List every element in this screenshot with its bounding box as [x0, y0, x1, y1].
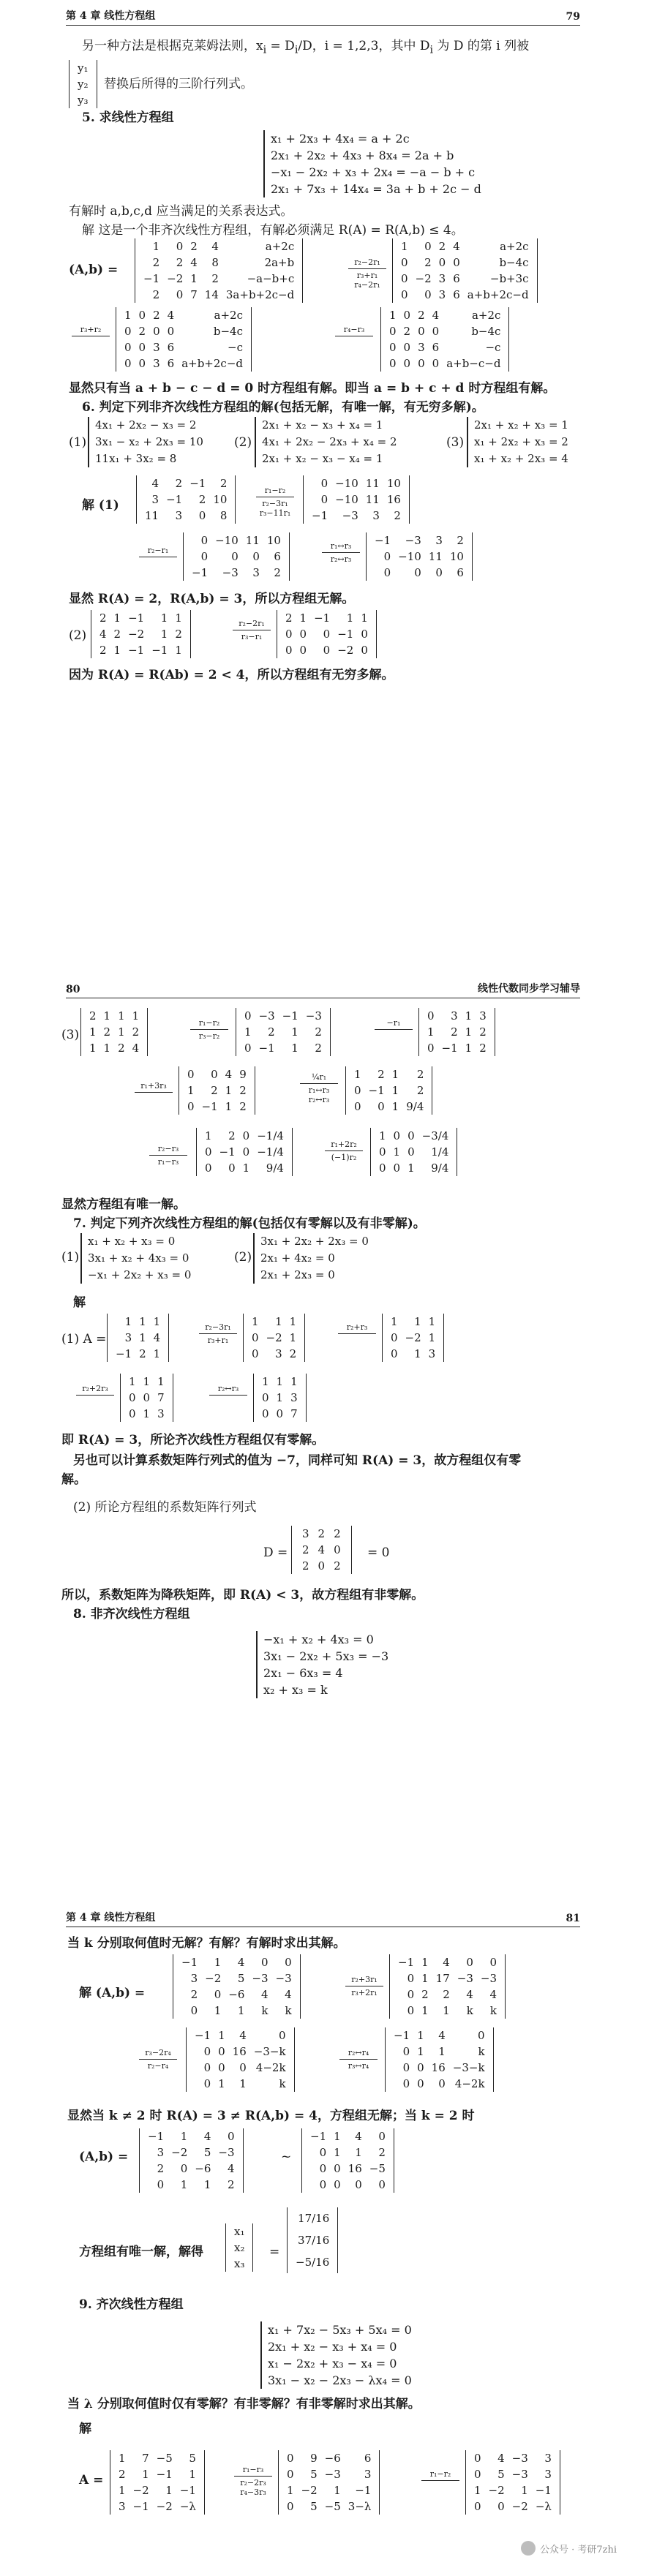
ex9-matrix-2: 0 9 −6 6 0 5 −3 3 1 −2 1 −1 0 5 −5 3−λ — [278, 2450, 380, 2515]
y-vector: y₁ y₂ y₃ — [69, 60, 97, 108]
label-2: (2) — [234, 435, 252, 450]
row-op-arrow: r₁−r₂ r₃−r₂ — [187, 1018, 231, 1041]
ex7-p2: (2) 所论方程组的系数矩阵行列式 — [73, 1500, 257, 1515]
ex5-matrix-2: 1 0 2 4 a+2c 0 2 0 0 b−4c 0 −2 3 6 −b+3c 0 0 3 6 a+b+2c−d — [392, 238, 538, 303]
watermark-text: 公众号 · 考研7zhi — [539, 2544, 617, 2556]
ex6-jie: 解 (1) — [82, 498, 119, 513]
ex6-concl3: 显然方程组有唯一解。 — [61, 1197, 186, 1212]
ex5-solution: 解 这是一个非齐次线性方程组，有解必须满足 R(A) = R(A,b) ≤ 4。 — [82, 223, 464, 238]
ex6-matrix-3: 0 −10 11 10 0 0 0 6 −1 −3 3 2 — [183, 532, 290, 581]
page-81 — [0, 1902, 646, 2576]
ex8-jie: 解 (A,b) = — [79, 1986, 146, 2000]
chapter-title: 第 4 章 线性方程组 — [66, 1912, 156, 1924]
label-2: (2) — [234, 1250, 252, 1265]
ex8-concl: 显然当 k ≠ 2 时 R(A) = 3 ≠ R(A,b) = 4，方程组无解；当 k = 2 时 — [67, 2109, 475, 2123]
d-value: = 0 — [367, 1545, 390, 1560]
ex9-matrix-1: 1 7 −5 5 2 1 −1 1 1 −2 1 −1 3 −1 −2 −λ — [110, 2450, 205, 2515]
ex6-concl2: 因为 R(A) = R(Ab) = 2 < 4，所以方程组有无穷多解。 — [69, 668, 394, 682]
ex9-system: x₁ + 7x₂ − 5x₃ + 5x₄ = 0 2x₁ + x₂ − x₃ + x₄ = 0 x₁ − 2x₂ + x₃ − x₄ = 0 3x₁ − x₂ − 2x₃ − λx₄ = 0 — [260, 2321, 412, 2389]
ex8-matrix-4: −1 1 4 0 0 1 1 k 0 0 16 −3−k 0 0 0 4−2k — [385, 2027, 494, 2092]
ex9-title: 9. 齐次线性方程组 — [79, 2297, 184, 2312]
ex8-matrix-5: −1 1 4 0 3 −2 5 −3 2 0 −6 4 0 1 1 2 — [139, 2128, 244, 2193]
row-op-arrow: r₂−3r₁ r₃+r₁ — [196, 1322, 240, 1345]
watermark — [521, 2541, 617, 2556]
intro-text: 另一种方法是根据克莱姆法则，$x_i = D_i/D$，i = 1,2,3，其中 $D_i$ 为 D 的第 i 列被 — [82, 39, 530, 56]
ex9-question: 当 λ 分别取何值时仅有零解？有非零解？有非零解时求出其解。 — [67, 2397, 421, 2411]
row-op-arrow: r₁+3r₃ — [132, 1081, 176, 1094]
row-op-arrow: r₂+3r₁ r₃+2r₁ — [342, 1975, 386, 1997]
book-title: 线性代数同步学习辅导 — [478, 983, 580, 995]
ex5-conclusion: 显然只有当 a + b − c − d = 0 时方程组有解。即当 a = b + c + d 时方程组有解。 — [69, 381, 556, 396]
ex7-matrix-5: 1 1 1 0 1 3 0 0 7 — [253, 1374, 307, 1422]
page-header — [66, 980, 580, 998]
ex5-question: 有解时 a,b,c,d 应当满足的关系表达式。 — [69, 204, 293, 219]
ex6-3-matrix-4: 0 0 4 9 1 2 1 2 0 −1 1 2 — [179, 1066, 255, 1115]
ex7-c3: 所以，系数矩阵为降秩矩阵，即 R(A) < 3，故方程组有非零解。 — [61, 1588, 424, 1603]
ex8-matrix-1: −1 1 4 0 0 3 −2 5 −3 −3 2 0 −6 4 4 0 1 1 k k — [173, 1954, 301, 2019]
row-op-arrow: r₁−r₂ r₂−3r₁ r₃−11r₁ — [253, 486, 297, 518]
ex6-system-2: 2x₁ + x₂ − x₃ + x₄ = 1 4x₁ + 2x₂ − 2x₃ + x₄ = 2 2x₁ + x₂ − x₃ − x₄ = 1 — [255, 417, 397, 467]
label-3: (3) — [61, 1028, 80, 1042]
ex8-matrix-2: −1 1 4 0 0 0 1 17 −3 −3 0 2 2 4 4 0 1 1 k k — [389, 1954, 506, 2019]
chapter-title: 第 4 章 线性方程组 — [66, 10, 156, 22]
ex6-3-matrix-3: 0 3 1 3 1 2 1 2 0 −1 1 2 — [418, 1008, 495, 1056]
ex5-title: 5. 求线性方程组 — [82, 110, 174, 125]
intro-line2: 替换后所得的三阶行列式。 — [104, 77, 253, 91]
ex7-c2: 另也可以计算系数矩阵行列式的值为 −7，同样可知 R(A) = 3，故方程组仅有零 — [73, 1453, 522, 1468]
ex6-3-matrix-1: 2 1 1 1 1 2 1 2 1 1 2 4 — [80, 1008, 148, 1056]
label-2b: (2) — [69, 628, 87, 643]
row-op-arrow: r₂−r₃ r₁−r₃ — [146, 1144, 190, 1167]
ex7-matrix-3: 1 1 1 0 −2 1 0 1 3 — [382, 1314, 444, 1362]
label-1: (1) — [69, 435, 87, 450]
ex7-system-1: x₁ + x₂ + x₃ = 0 3x₁ + x₂ + 4x₃ = 0 −x₁ + 2x₂ + x₃ = 0 — [80, 1233, 191, 1284]
ex5-matrix-1: 1 0 2 4 a+2c 2 2 4 8 2a+b −1 −2 1 2 −a−b+c 2 0 7 14 3a+b+2c−d — [135, 238, 303, 303]
ex6-3-matrix-6: 1 2 0 −1/4 0 −1 0 −1/4 0 0 1 9/4 — [196, 1128, 293, 1176]
ex6-title: 6. 判定下列非齐次线性方程组的解(包括无解，有唯一解，有无穷多解)。 — [82, 400, 484, 415]
x-vector: x₁ x₂ x₃ — [225, 2223, 253, 2272]
ex8-matrix-3: −1 1 4 0 0 0 16 −3−k 0 0 0 4−2k 0 1 1 k — [186, 2027, 295, 2092]
ex6-matrix-6: 2 1 −1 1 1 0 0 0 −1 0 0 0 0 −2 0 — [277, 610, 377, 658]
ex8-system: −x₁ + x₂ + 4x₃ = 0 3x₁ − 2x₂ + 5x₃ = −3 2x₁ − 6x₃ = 4 x₂ + x₃ = k — [256, 1631, 388, 1698]
ex8-matrix-6: −1 1 4 0 0 1 1 2 0 0 16 −5 0 0 0 0 — [301, 2128, 394, 2193]
page-header — [66, 1909, 580, 1927]
row-op-arrow: r₃+r₂ — [69, 325, 113, 338]
row-op-arrow: r₂↔r₃ — [206, 1384, 250, 1397]
ex6-3-matrix-5: 1 2 1 2 0 −1 1 2 0 0 1 9/4 — [345, 1066, 432, 1115]
ex7-c1: 即 R(A) = 3，所论齐次线性方程组仅有零解。 — [61, 1433, 325, 1447]
ex5-matrix-3: 1 0 2 4 a+2c 0 2 0 0 b−4c 0 0 3 6 −c 0 0 3 6 a+b+2c−d — [116, 307, 252, 372]
wechat-icon — [521, 2541, 536, 2556]
page-79 — [0, 0, 646, 885]
row-op-arrow: r₁+2r₂ (−1)r₂ — [322, 1140, 366, 1162]
page-number: 79 — [566, 11, 580, 23]
ex6-matrix-4: −1 −3 3 2 0 −10 11 10 0 0 0 6 — [366, 532, 473, 581]
label-1a: (1) A = — [61, 1332, 107, 1347]
ex5-system: x₁ + 2x₃ + 4x₄ = a + 2c 2x₁ + 2x₂ + 4x₃ + 8x₄ = 2a + b −x₁ − 2x₂ + x₃ + 2x₄ = −a − b + c 2x₁ + 7x₃ + 14x₄ = 3a + b + 2c − d — [263, 130, 481, 197]
row-op-arrow: r₂↔r₄ r₃↔r₄ — [337, 2048, 380, 2071]
ex7-c2b: 解。 — [61, 1472, 86, 1487]
ex6-3-matrix-2: 0 −3 −1 −3 1 2 1 2 0 −1 1 2 — [236, 1008, 331, 1056]
page-number: 81 — [566, 1913, 580, 1924]
d-label: D = — [263, 1545, 288, 1560]
ab-label: (A,b) = — [69, 263, 119, 277]
page-header — [66, 7, 580, 26]
ex7-system-2: 3x₁ + 2x₂ + 2x₃ = 0 2x₁ + 4x₂ = 0 2x₁ + 2x₃ = 0 — [253, 1233, 369, 1284]
ex7-matrix-1: 1 1 1 3 1 4 −1 2 1 — [107, 1314, 169, 1362]
row-op-arrow: r₄−r₃ — [332, 325, 376, 338]
page-80 — [0, 973, 646, 1829]
ex5-matrix-4: 1 0 2 4 a+2c 0 2 0 0 b−4c 0 0 3 6 −c 0 0 0 0 a+b−c−d — [380, 307, 509, 372]
solution-vector: 17/16 37/16 −5/16 — [287, 2207, 338, 2273]
row-op-arrow: r₂−2r₁ r₃+r₁ r₄−2r₁ — [345, 257, 389, 290]
row-op-arrow: r₁−r₃ r₂−2r₃ r₄−3r₃ — [231, 2465, 275, 2497]
row-op-arrow: ¼r₁ r₁↔r₃ r₂↔r₃ — [297, 1072, 341, 1104]
label-3: (3) — [446, 435, 465, 450]
ex6-3-matrix-7: 1 0 0 −3/4 0 1 0 1/4 0 0 1 9/4 — [370, 1128, 457, 1176]
label-1: (1) — [61, 1250, 80, 1265]
ex6-matrix-2: 0 −10 11 10 0 −10 11 16 −1 −3 3 2 — [303, 475, 410, 524]
ex8-question: 当 k 分别取何值时无解？有解？有解时求出其解。 — [67, 1936, 346, 1951]
ex8-title: 8. 非齐次线性方程组 — [73, 1607, 190, 1622]
a-label: A = — [79, 2473, 104, 2488]
row-op-arrow: r₃−2r₄ r₂−r₄ — [136, 2048, 180, 2071]
eq: = — [269, 2245, 280, 2259]
row-op-arrow: r₁−r₂ — [418, 2469, 462, 2482]
row-op-arrow: r₂−2r₁ r₃−r₁ — [230, 619, 274, 641]
ex8-unique: 方程组有唯一解，解得 — [79, 2245, 203, 2259]
row-op-arrow: −r₁ — [372, 1018, 416, 1031]
row-op-arrow: r₁↔r₃ r₂↔r₃ — [319, 541, 363, 564]
ex6-system-3: 2x₁ + x₂ + x₃ = 1 x₁ + 2x₂ + x₃ = 2 x₁ + x₂ + 2x₃ = 4 — [467, 417, 568, 467]
determinant-d: 3 2 2 2 4 0 2 0 2 — [291, 1526, 352, 1574]
ex7-matrix-4: 1 1 1 0 0 7 0 1 3 — [120, 1374, 173, 1422]
row-op-arrow: r₂+r₃ — [335, 1322, 379, 1336]
row-op-arrow: r₂−r₁ — [136, 546, 180, 559]
ex6-matrix-1: 4 2 −1 2 3 −1 2 10 11 3 0 8 — [136, 475, 236, 524]
ex6-matrix-5: 2 1 −1 1 1 4 2 −2 1 2 2 1 −1 −1 1 — [91, 610, 191, 658]
tilde: ~ — [281, 2150, 292, 2164]
ex7-jie: 解 — [73, 1295, 86, 1310]
page-number: 80 — [66, 984, 80, 995]
ab-label: (A,b) = — [79, 2150, 129, 2164]
ex7-title: 7. 判定下列齐次线性方程组的解(包括仅有零解以及有非零解)。 — [73, 1216, 426, 1231]
ex7-matrix-2: 1 1 1 0 −2 1 0 3 2 — [243, 1314, 305, 1362]
row-op-arrow: r₂+2r₃ — [73, 1384, 117, 1397]
ex6-concl1: 显然 R(A) = 2，R(A,b) = 3，所以方程组无解。 — [69, 592, 355, 606]
ex9-jie: 解 — [79, 2422, 91, 2436]
ex6-system-1: 4x₁ + 2x₂ − x₃ = 2 3x₁ − x₂ + 2x₃ = 10 11x₁ + 3x₂ = 8 — [88, 417, 203, 467]
ex9-matrix-3: 0 4 −3 3 0 5 −3 3 1 −2 1 −1 0 0 −2 −λ — [465, 2450, 560, 2515]
